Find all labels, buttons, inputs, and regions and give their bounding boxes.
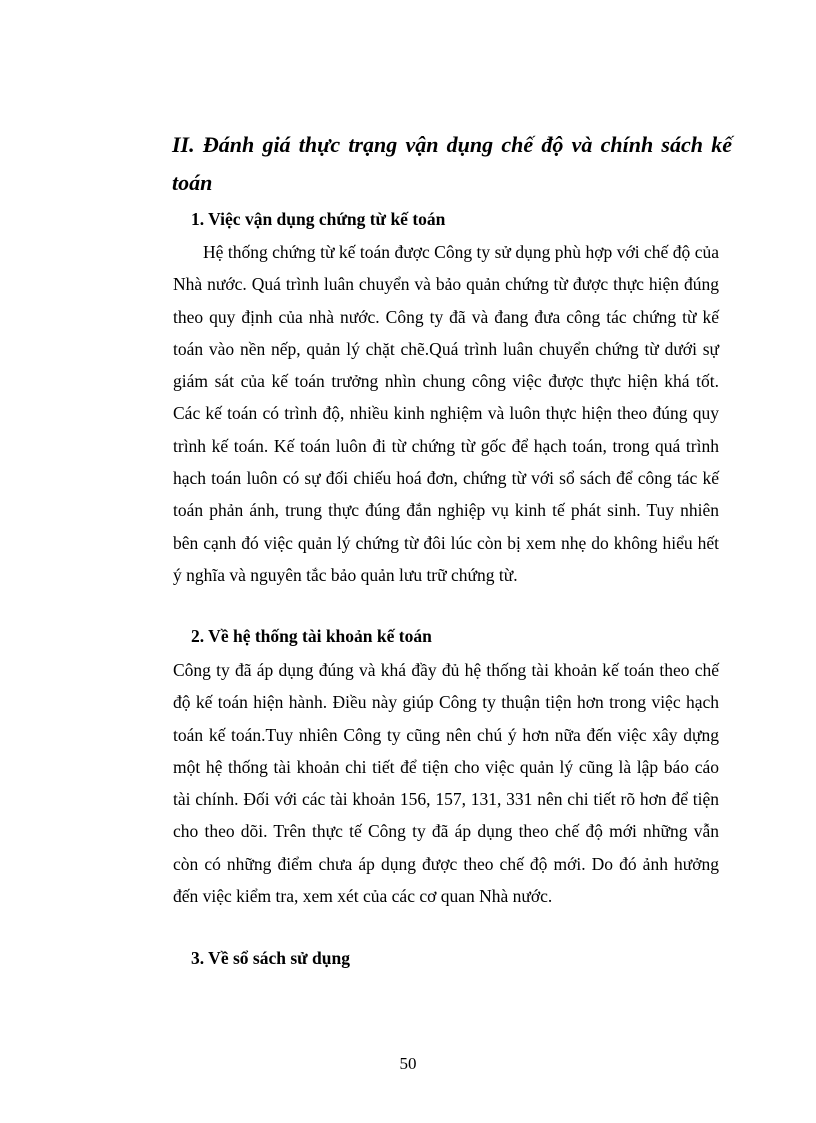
chapter-title: II. Đánh giá thực trạng vận dụng chế độ và chính sách kế toán <box>172 132 732 195</box>
section-heading-3: 3. Về sổ sách sử dụng <box>191 948 350 968</box>
page-number: 50 <box>399 1054 417 1073</box>
section-heading-1: 1. Việc vận dụng chứng từ kế toán <box>191 209 446 229</box>
section-paragraph-2: Công ty đã áp dụng đúng và khá đầy đủ hệ thống tài khoản kế toán theo chế độ kế toán hiện hành. Điều này giúp Công ty thuận tiện hơn trong việc hạch toán kế toán.Tuy nhiên Công ty cũng nên chú ý hơn nữa đến việc xây dựng một hệ thống tài khoản chi tiết để tiện cho việc quản lý cũng là lập báo cáo tài chính. Đối với các tài khoản 156, 157, 131, 331 nên chi tiết rõ hơn để tiện cho theo dõi. Trên thực tế Công ty đã áp dụng theo chế độ mới những vẫn còn có những điểm chưa áp dụng được theo chế độ mới. Do đó ảnh hưởng đến việc kiểm tra, xem xét của các cơ quan Nhà nước. <box>173 660 719 907</box>
section-paragraph-1: Hệ thống chứng từ kế toán được Công ty sử dụng phù hợp với chế độ của Nhà nước. Quá trình luân chuyển và bảo quản chứng từ được thực hiện đúng theo quy định của nhà nước. Công ty đã và đang đưa công tác chứng từ kế toán vào nền nếp, quản lý chặt chẽ.Quá trình luân chuyển chứng từ dưới sự giám sát của kế toán trưởng nhìn chung công việc được thực hiện khá tốt. Các kế toán có trình độ, nhiều kinh nghiệm và luôn thực hiện theo đúng quy trình kế toán. Kế toán luôn đi từ chứng từ gốc để hạch toán, trong quá trình hạch toán luôn có sự đối chiếu hoá đơn, chứng từ với sổ sách để công tác kế toán phản ánh, trung thực đúng đắn nghiệp vụ kinh tế phát sinh. Tuy nhiên bên cạnh đó việc quản lý chứng từ đôi lúc còn bị xem nhẹ do không hiểu hết ý nghĩa và nguyên tắc bảo quản lưu trữ chứng từ. <box>173 242 719 585</box>
section-heading-2: 2. Về hệ thống tài khoản kế toán <box>191 626 432 646</box>
